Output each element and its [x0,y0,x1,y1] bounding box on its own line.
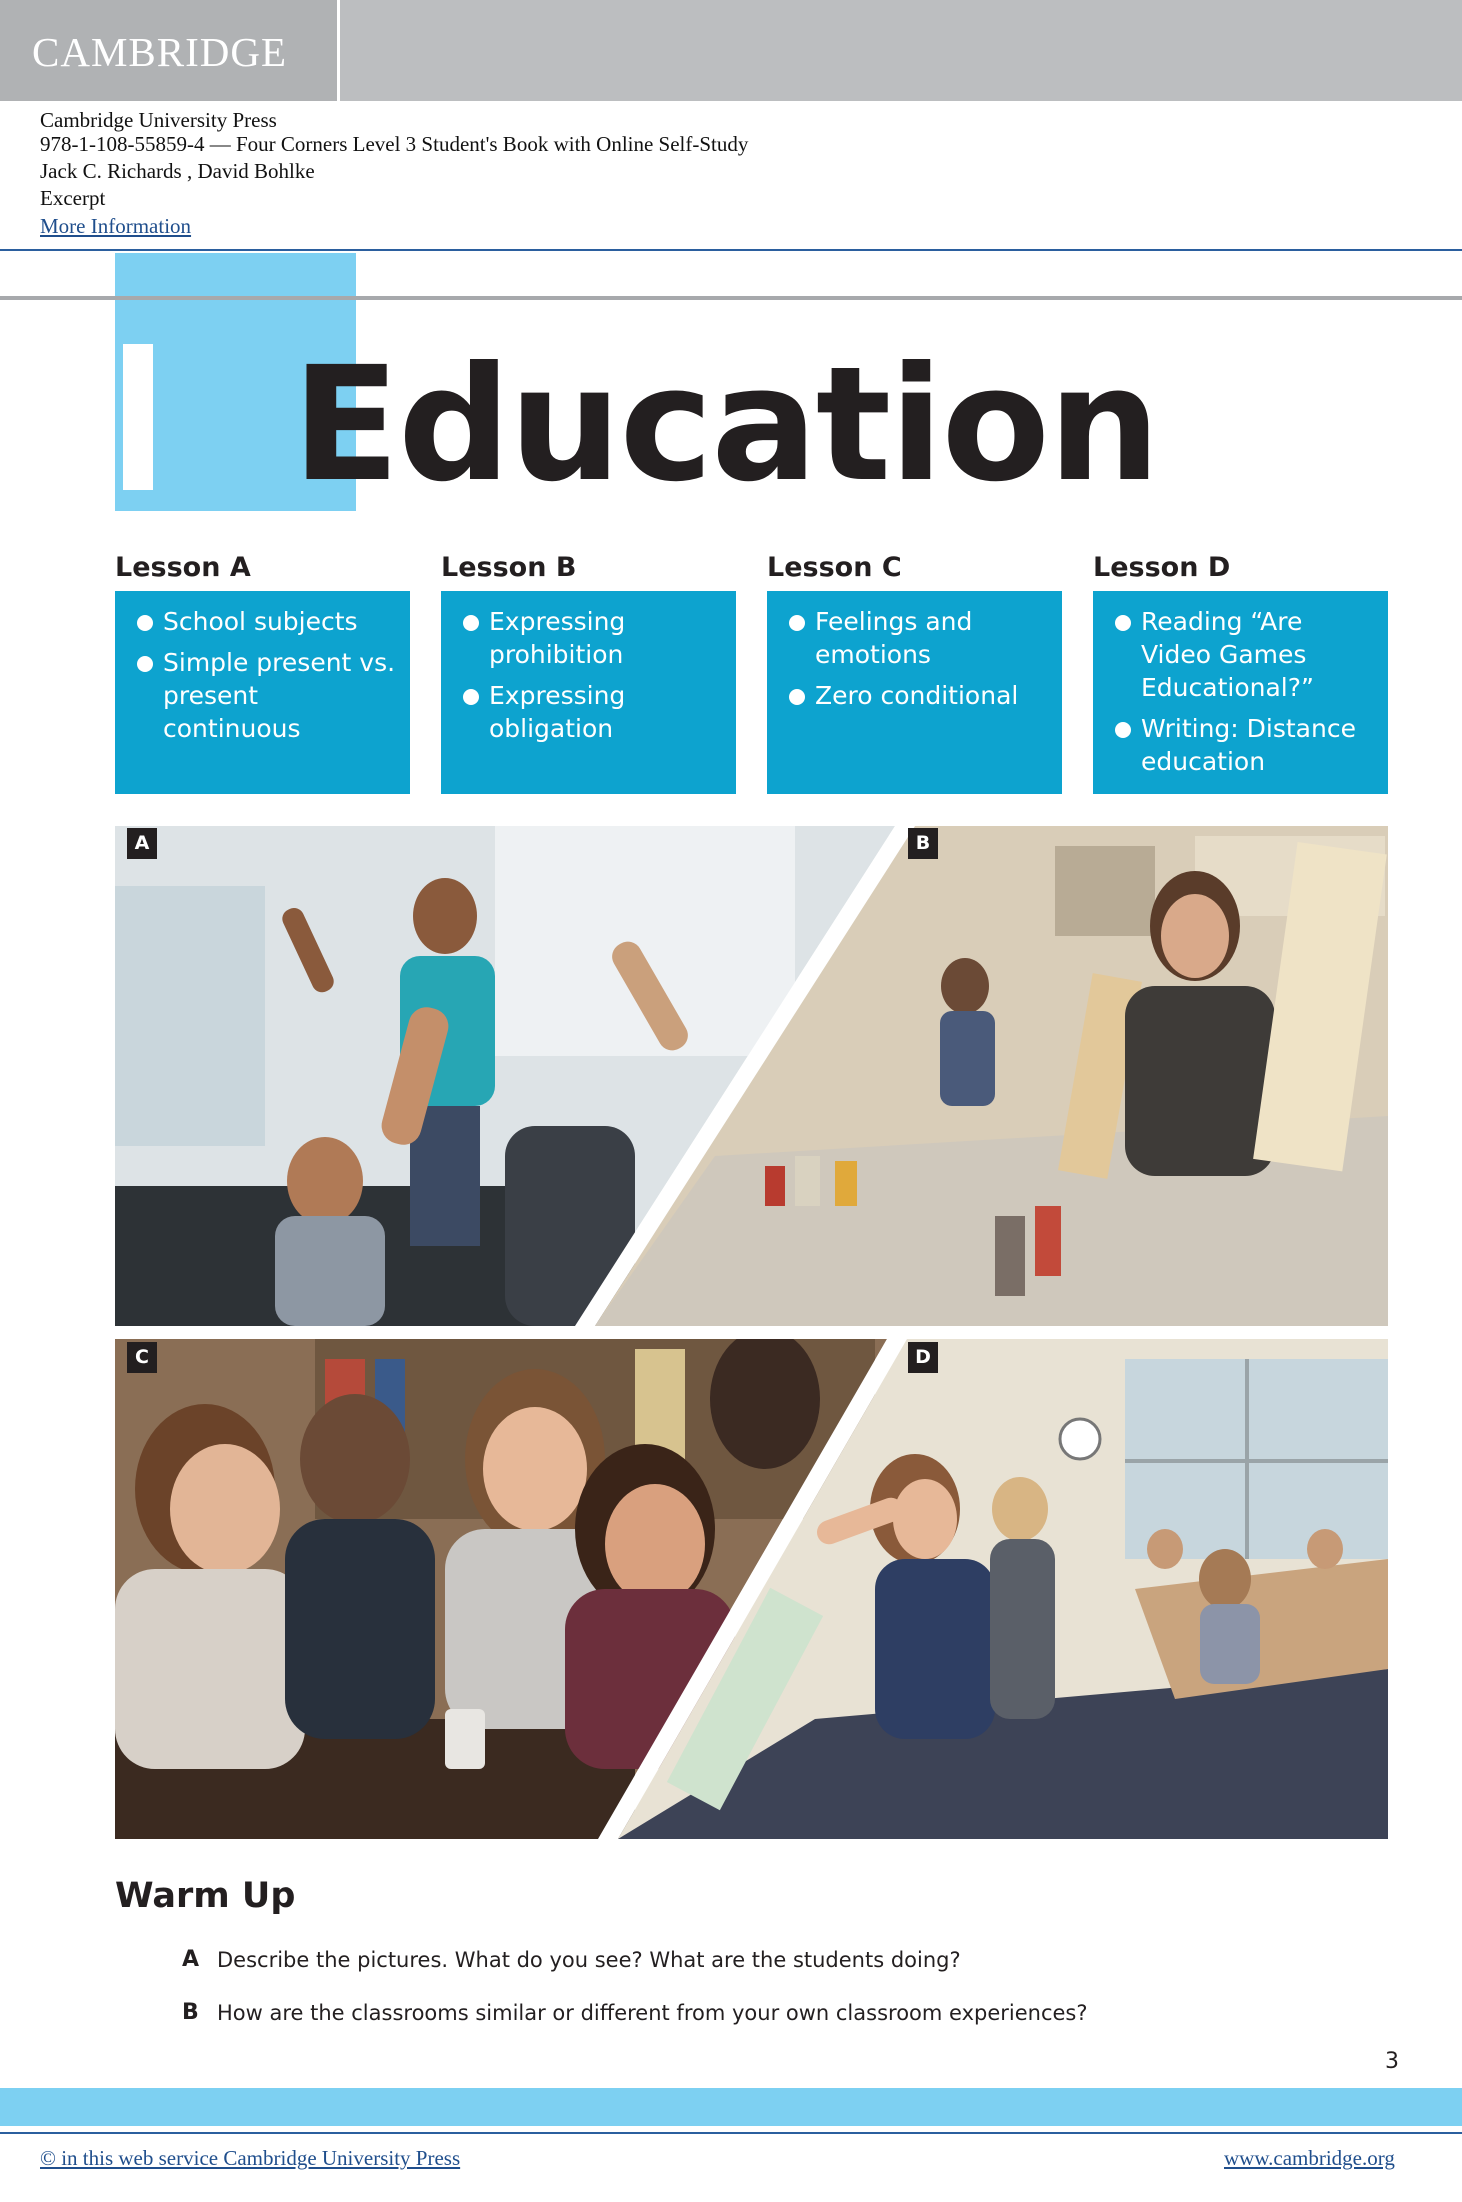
photo-b-label: B [908,828,938,859]
lesson-b-box [441,591,736,794]
photo-b-artist [1125,986,1275,1176]
book-authors: Jack C. Richards , David Bohlke [40,159,315,183]
chapter-top-rule [0,296,1462,300]
question-b-letter: B [182,2000,199,2025]
photo-a-whiteboard [495,826,795,1056]
photo-a-label: A [127,828,157,859]
photo-a-teacher-head [413,878,477,954]
page-number: 3 [1385,2049,1399,2074]
header-divider [0,249,1462,251]
chapter-number [123,344,153,490]
lesson-d-box [1093,591,1388,794]
lesson-a-item: School subjects [137,605,400,638]
photo-row-bottom [115,1339,1388,1839]
question-a-letter: A [182,1947,200,1972]
footer-divider [0,2132,1462,2134]
lesson-a-box [115,591,410,794]
photo-d-label: D [908,1342,938,1373]
lesson-c-heading: Lesson C [767,552,902,583]
logo-text: CAMBRIDGE [32,29,288,75]
classroom-photos-cd [115,1339,1388,1839]
copyright-link[interactable]: © in this web service Cambridge University Press [40,2146,461,2170]
lesson-c-box [767,591,1062,794]
question-a-text: Describe the pictures. What do you see? What are the students doing? [217,1948,961,1972]
photo-d-clock [1060,1419,1100,1459]
lesson-b-item: Expressing prohibition [463,605,726,671]
more-information-link[interactable]: More Information [40,214,192,238]
lesson-d-item: Reading “Are Video Games Educational?” [1115,605,1378,704]
cambridge-site-link[interactable]: www.cambridge.org [1224,2146,1395,2170]
footer-band [0,2088,1462,2126]
photo-c-label: C [127,1342,157,1373]
photo-row-top [115,826,1388,1326]
lesson-a-heading: Lesson A [115,552,251,583]
lesson-b-heading: Lesson B [441,552,577,583]
warm-up-title: Warm Up [115,1876,296,1916]
lesson-a-item: Simple present vs. present continuous [137,646,400,745]
lesson-d-heading: Lesson D [1093,552,1231,583]
lesson-d-item: Writing: Distance education [1115,712,1378,778]
lesson-c-item: Zero conditional [789,679,1052,712]
book-isbn-title: 978-1-108-55859-4 — Four Corners Level 3 Student's Book with Online Self-Study [40,132,749,156]
lesson-c-item: Feelings and emotions [789,605,1052,671]
chapter-title: Education [292,333,1159,517]
publisher-name: Cambridge University Press [40,108,277,132]
lesson-b-item: Expressing obligation [463,679,726,745]
excerpt-label: Excerpt [40,186,106,210]
question-b-text: How are the classrooms similar or different from your own classroom experiences? [217,2001,1088,2025]
classroom-photos-ab [115,826,1388,1326]
photo-d-student-presenter [875,1559,995,1739]
